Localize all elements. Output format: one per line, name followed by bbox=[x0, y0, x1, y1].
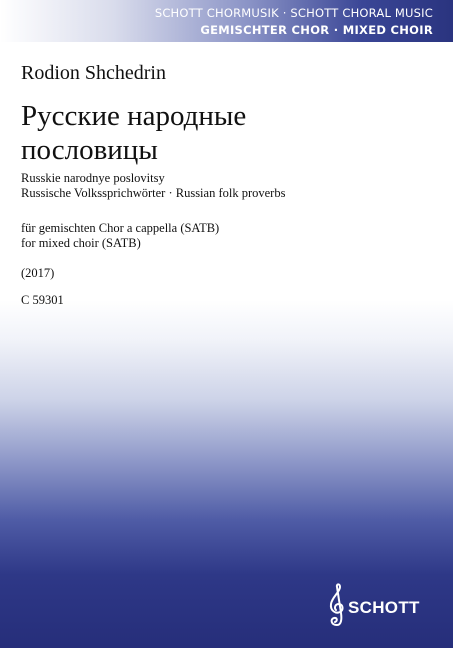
catalog-number: C 59301 bbox=[21, 293, 64, 307]
scoring-english: for mixed choir (SATB) bbox=[21, 236, 141, 250]
title-transliteration: Russkie narodnye poslovitsy bbox=[21, 171, 165, 185]
publisher-logo bbox=[326, 583, 431, 627]
scoring-german: für gemischten Chor a cappella (SATB) bbox=[21, 221, 220, 235]
work-title-line1: Русские народные bbox=[21, 100, 247, 132]
composition-year: (2017) bbox=[21, 266, 55, 280]
work-title bbox=[21, 99, 246, 167]
series-name: SCHOTT CHORMUSIK · SCHOTT CHORAL MUSIC bbox=[154, 6, 433, 20]
title-translations bbox=[21, 171, 285, 201]
treble-clef-icon bbox=[326, 583, 348, 627]
series-category: GEMISCHTER CHOR · MIXED CHOIR bbox=[200, 23, 433, 37]
publisher-name: SCHOTT bbox=[348, 598, 420, 617]
title-translated: Russische Volkssprichwörter · Russian folk proverbs bbox=[21, 186, 286, 200]
scoring-info bbox=[21, 221, 219, 251]
composer-name: Rodion Shchedrin bbox=[21, 62, 166, 84]
series-banner bbox=[0, 0, 453, 42]
work-title-line2: пословицы bbox=[21, 134, 158, 166]
